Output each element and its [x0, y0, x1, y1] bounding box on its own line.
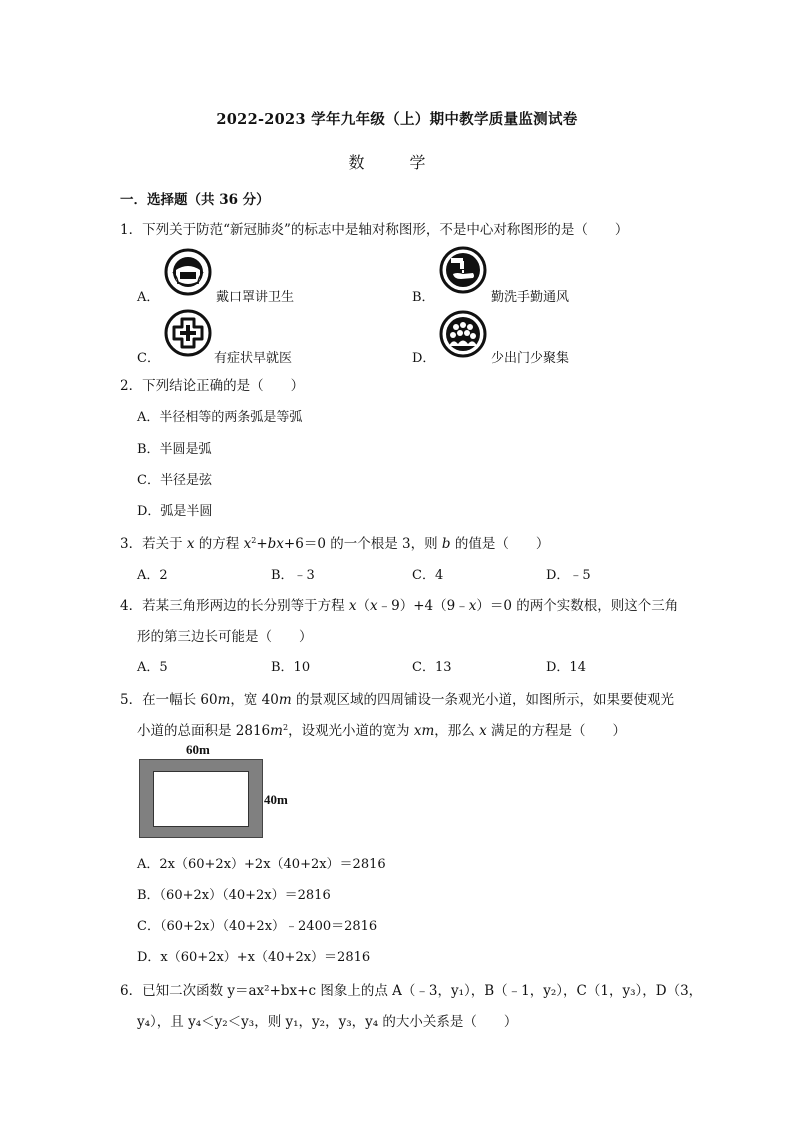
question-number: 2． — [120, 378, 143, 394]
question-text: 已知二次函数 y＝ax²+bx+c 图象上的点 A（﹣3，y₁），B（﹣1，y₂），C（1，y₃），D（3， — [142, 983, 703, 999]
question-5 — [120, 688, 674, 708]
figure-side-label: 40m — [264, 792, 288, 807]
math-unit: m — [217, 692, 231, 708]
question-6 — [120, 979, 702, 999]
question-text: 的一个根是 3，则 — [325, 536, 442, 552]
q3-option-c[interactable]: C．4 — [412, 568, 444, 583]
math-variable: x — [276, 536, 284, 552]
question-number: 6． — [120, 983, 143, 999]
question-4-line-2: 形的第三边长可能是（ ） — [137, 629, 313, 645]
q1-option-d-caption: 少出门少聚集 — [491, 351, 570, 366]
question-text: ，那么 — [434, 723, 480, 739]
hand-washing-icon — [439, 246, 487, 294]
q1-option-b-caption: 勤洗手勤通风 — [491, 290, 570, 305]
question-text: 的方程 — [194, 536, 244, 552]
q2-option-a[interactable]: A．半径相等的两条弧是等弧 — [137, 410, 303, 425]
q1-option-a-letter[interactable]: A． — [137, 290, 160, 305]
math-variable: x — [479, 723, 487, 739]
math-expression: +6＝0 — [283, 536, 326, 552]
question-text: 下列结论正确的是（ ） — [142, 378, 305, 394]
question-number: 1． — [120, 222, 143, 238]
path-figure-outer — [139, 759, 263, 838]
math-operator: + — [256, 536, 268, 552]
question-1 — [120, 218, 628, 238]
question-text: 的值是（ ） — [450, 536, 550, 552]
math-expression: ﹣9）+4（9﹣ — [377, 598, 469, 614]
q1-option-c-letter[interactable]: C． — [137, 351, 160, 366]
section-heading: 一．选择题（共 36 分） — [120, 192, 270, 208]
exponent: 2 — [251, 536, 257, 545]
q2-option-d[interactable]: D．弧是半圆 — [137, 504, 213, 519]
q3-option-a[interactable]: A．2 — [137, 568, 168, 583]
mask-face-icon — [164, 248, 212, 296]
question-number: 4． — [120, 598, 143, 614]
q2-option-b[interactable]: B．半圆是弧 — [137, 442, 212, 457]
q2-option-c[interactable]: C．半径是弦 — [137, 473, 212, 488]
math-variable: x — [186, 536, 195, 552]
crowd-icon — [439, 310, 487, 358]
math-variable: x — [468, 598, 477, 614]
math-variable: xm — [413, 723, 435, 739]
q5-option-c[interactable]: C．（60+2x）（40+2x）﹣2400＝2816 — [137, 919, 378, 934]
question-text: ，设观光小道的宽为 — [288, 723, 414, 739]
question-4 — [120, 594, 678, 614]
q1-option-d-letter[interactable]: D． — [412, 351, 436, 366]
q4-option-b[interactable]: B．10 — [271, 660, 311, 675]
question-text: 下列关于防范“新冠肺炎”的标志中是轴对称图形，不是中心对称图形的是（ ） — [142, 222, 629, 238]
question-3 — [120, 532, 549, 552]
q5-option-a[interactable]: A．2x（60+2x）+2x（40+2x）＝2816 — [137, 857, 386, 872]
math-variable: b — [441, 536, 451, 552]
math-expression: （ — [356, 598, 371, 614]
q4-option-d[interactable]: D．14 — [546, 660, 586, 675]
math-variable: x — [370, 598, 378, 614]
q5-option-d[interactable]: D．x（60+2x）+x（40+2x）＝2816 — [137, 950, 371, 965]
subject-title: 数 学 — [348, 153, 446, 172]
medical-cross-icon — [164, 309, 212, 357]
q3-option-b[interactable]: B．﹣3 — [271, 568, 315, 583]
question-number: 5． — [120, 692, 143, 708]
math-unit: m — [270, 723, 283, 739]
q5-option-b[interactable]: B．（60+2x）（40+2x）＝2816 — [137, 888, 331, 903]
q4-option-a[interactable]: A．5 — [137, 660, 168, 675]
math-variable: b — [267, 536, 277, 552]
question-2 — [120, 374, 304, 394]
math-variable: x — [348, 598, 357, 614]
page-title: 2022-2023 学年九年级（上）期中教学质量监测试卷 — [216, 111, 578, 128]
question-text: 若某三角形两边的长分别等于方程 — [142, 598, 349, 614]
q1-option-b-letter[interactable]: B． — [412, 290, 435, 305]
question-text: 若关于 — [142, 536, 187, 552]
question-text: 小道的总面积是 2816 — [137, 723, 271, 739]
question-text: 的景观区域的四周铺设一条观光小道，如图所示，如果要使观光 — [291, 692, 674, 708]
question-5-line-2 — [137, 719, 626, 739]
q3-option-d[interactable]: D．﹣5 — [546, 568, 591, 583]
question-text: 满足的方程是（ ） — [486, 723, 626, 739]
scenic-area-rectangle — [153, 771, 249, 827]
math-variable: x — [243, 536, 252, 552]
math-unit: m — [278, 692, 292, 708]
figure-top-label: 60m — [186, 742, 210, 757]
question-6-line-2: y₄），且 y₄＜y₂＜y₃，则 y₁，y₂，y₃，y₄ 的大小关系是（ ） — [137, 1014, 518, 1030]
exponent: 2 — [282, 723, 289, 732]
question-text: ，宽 40 — [230, 692, 279, 708]
q1-option-c-caption: 有症状早就医 — [214, 351, 293, 366]
q4-option-c[interactable]: C．13 — [412, 660, 452, 675]
q1-option-a-caption: 戴口罩讲卫生 — [216, 290, 295, 305]
question-text: 在一幅长 60 — [142, 692, 218, 708]
question-text: ）＝0 的两个实数根，则这个三角 — [476, 598, 679, 614]
question-number: 3． — [120, 536, 143, 552]
